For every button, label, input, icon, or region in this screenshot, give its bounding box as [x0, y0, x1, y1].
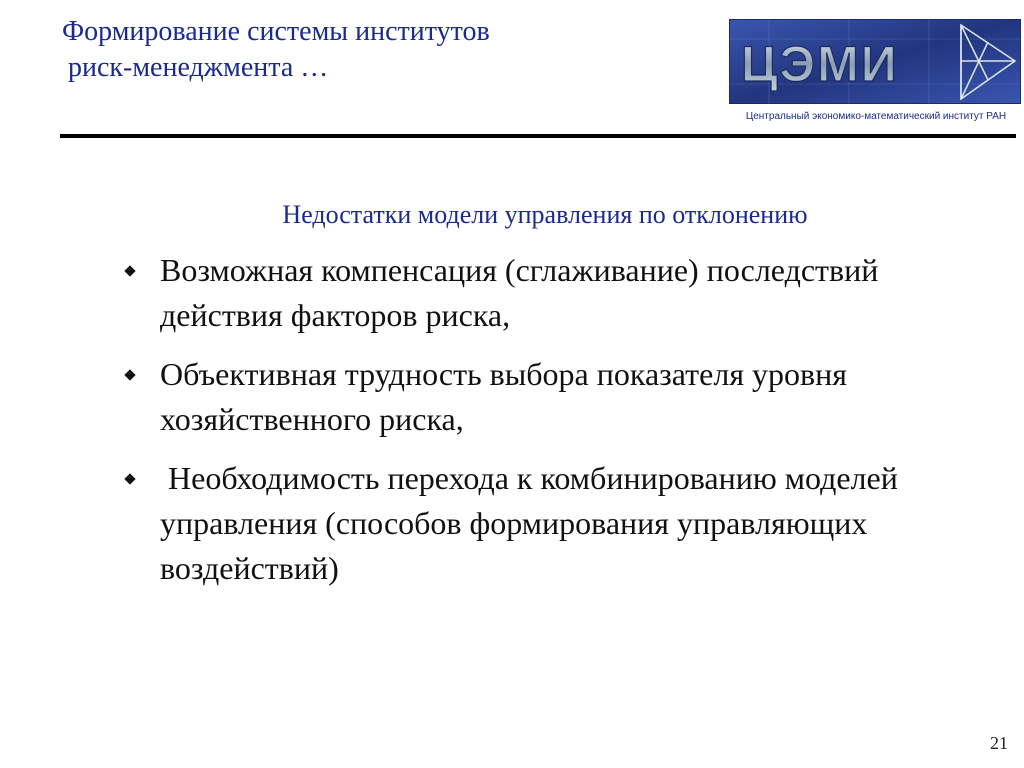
bullet-item [122, 352, 982, 442]
page-number: 21 [990, 733, 1008, 753]
diamond-bullet-icon [124, 473, 135, 484]
bullet-list [122, 248, 982, 605]
diamond-bullet-icon [124, 369, 135, 380]
slide-title-line2: риск-менеджмента … [68, 52, 329, 83]
slide-subtitle: Недостатки модели управления по отклонению [282, 200, 808, 229]
logo-caption: Центральный экономико-математический институт РАН [745, 111, 1007, 122]
cemi-logo [729, 19, 1021, 104]
diamond-bullet-icon [124, 265, 135, 276]
bullet-text: Объективная трудность выбора показателя уровня хозяйственного риска, [160, 356, 847, 437]
bullet-text: Необходимость перехода к комбинированию моделей управления (способов формирования управляющих воздействий) [160, 460, 906, 586]
slide-title-line1: Формирование системы институтов [62, 16, 490, 47]
bullet-item [122, 248, 982, 338]
slide-title [62, 14, 490, 86]
bullet-item [122, 456, 982, 591]
header-divider [60, 134, 1016, 138]
logo-text: ЦЭМИ [741, 36, 899, 92]
bullet-text: Возможная компенсация (сглаживание) последствий действия факторов риска, [160, 252, 879, 333]
